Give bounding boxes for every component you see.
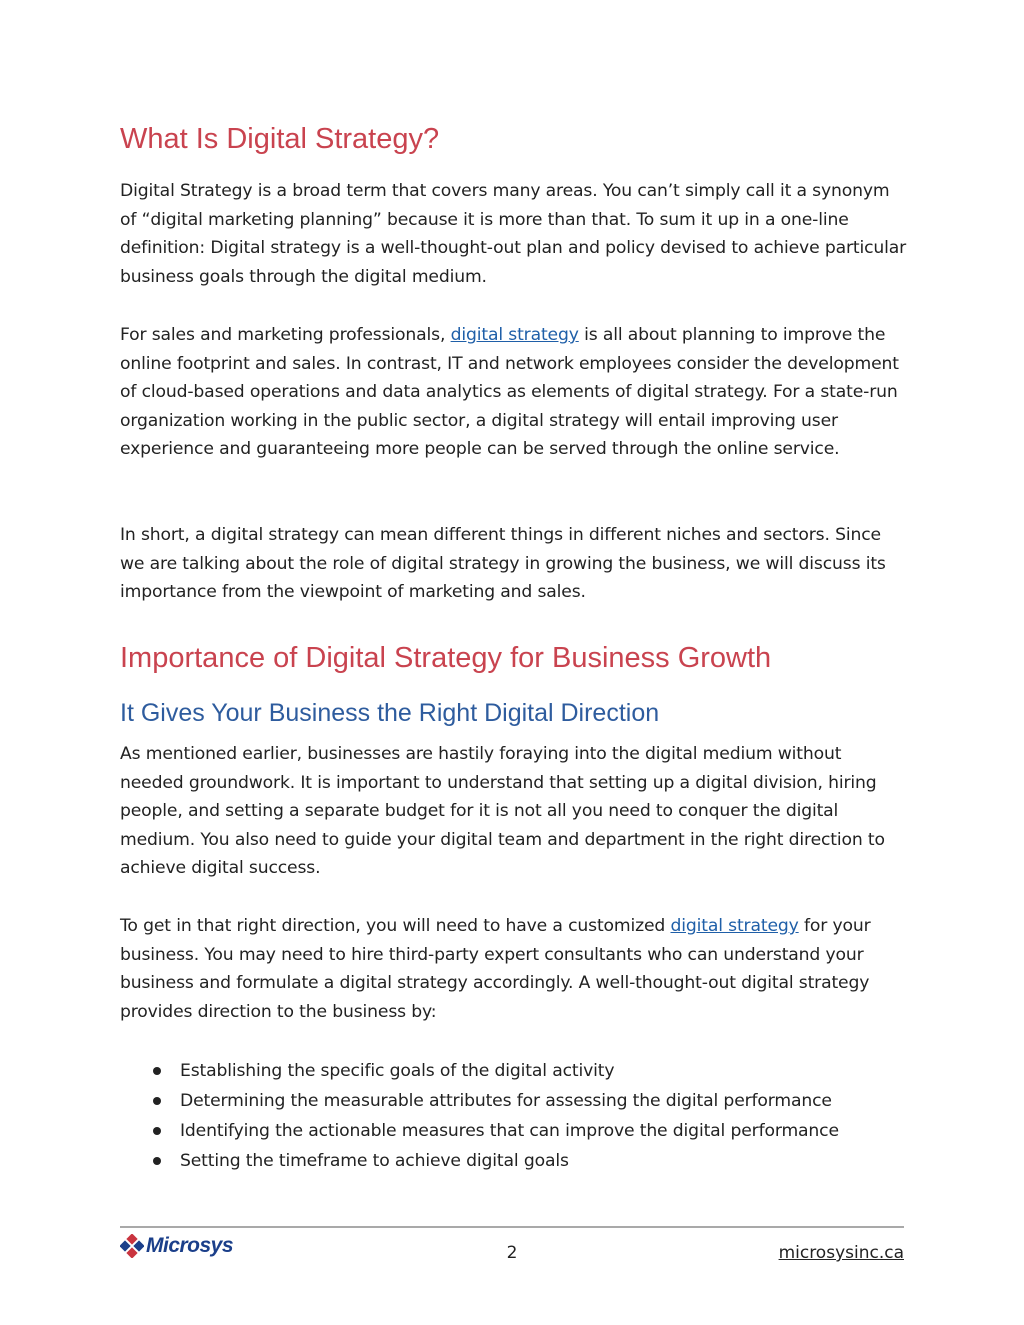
digital-strategy-link-2[interactable]: digital strategy: [670, 916, 799, 936]
paragraph-in-short: In short, a digital strategy can mean different things in different niches and sectors. Since we are talking about the role of digital strategy in growing the business, we will discuss its importance from the viewpoint of marketing and sales.: [120, 525, 886, 603]
microsys-logo: [120, 1233, 233, 1259]
direction-bullet-list: [120, 1056, 904, 1176]
digital-strategy-link[interactable]: digital strategy: [450, 325, 579, 345]
footer-divider: [120, 1226, 904, 1228]
subheading-right-direction: It Gives Your Business the Right Digital Direction: [120, 699, 660, 727]
list-item: [120, 1116, 904, 1146]
paragraph-definition: Digital Strategy is a broad term that covers many areas. You can’t simply call it a synonym of “digital marketing planning” because it is more than that. To sum it up in a one-line definition: Digital strategy is a well-thought-out plan and policy devised to achieve particular business goals through the digital medium.: [120, 181, 907, 287]
paragraph-sales-marketing: [120, 321, 910, 464]
paragraph-text: is all about planning to improve the online footprint and sales. In contrast, IT and network employees consider the development of cloud-based operations and data analytics as elements of digital strategy. For a state-run organization working in the public sector, a digital strategy will entail improving user experience and guaranteeing more people can be served through the online service.: [120, 325, 899, 460]
list-item: [120, 1146, 904, 1176]
paragraph-right-direction: [120, 912, 910, 1026]
logo-text: Microsys: [146, 1234, 234, 1257]
list-item-text: Identifying the actionable measures that can improve the digital performance: [180, 1121, 839, 1141]
paragraph-mentioned-earlier: As mentioned earlier, businesses are hastily foraying into the digital medium without needed groundwork. It is important to understand that setting up a digital division, hiring people, and setting a separate budget for it is not all you need to conquer the digital medium. You also need to guide your digital team and department in the right direction to achieve digital success.: [120, 744, 885, 879]
page-number: 2: [506, 1243, 518, 1263]
bullet-icon: [153, 1067, 161, 1075]
paragraph-text: For sales and marketing professionals,: [120, 325, 451, 345]
bullet-icon: [153, 1097, 161, 1105]
heading-what-is-digital-strategy: What Is Digital Strategy?: [120, 123, 440, 155]
list-item-text: Setting the timeframe to achieve digital goals: [180, 1151, 569, 1171]
bullet-icon: [153, 1157, 161, 1165]
document-page: [120, 0, 907, 1325]
list-item-text: Establishing the specific goals of the digital activity: [180, 1061, 615, 1081]
microsys-logo-icon: [120, 1234, 144, 1258]
heading-importance: Importance of Digital Strategy for Business Growth: [120, 642, 772, 674]
list-item: [120, 1086, 904, 1116]
list-item-text: Determining the measurable attributes for assessing the digital performance: [180, 1091, 832, 1111]
paragraph-text: To get in that right direction, you will need to have a customized: [120, 916, 671, 936]
website-link[interactable]: microsysinc.ca: [778, 1243, 904, 1263]
bullet-icon: [153, 1127, 161, 1135]
list-item: [120, 1056, 904, 1086]
paragraph-text: for your business. You may need to hire third-party expert consultants who can understand your business and formulate a digital strategy accordingly. A well-thought-out digital strategy provides direction to the business by:: [120, 916, 871, 1022]
